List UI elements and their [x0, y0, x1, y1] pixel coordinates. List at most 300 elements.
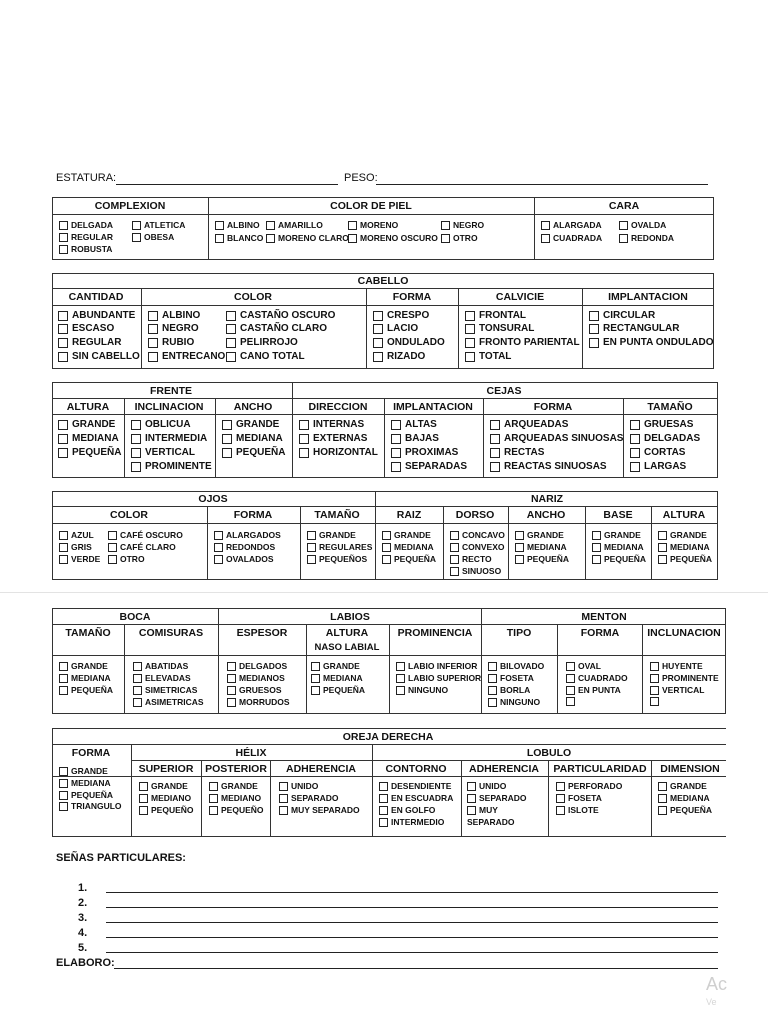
checkbox[interactable] — [139, 794, 148, 803]
option[interactable]: TRIANGULO — [59, 801, 122, 812]
option[interactable]: PEQUEÑO — [209, 805, 264, 816]
option[interactable]: EN ESCUADRA — [379, 793, 453, 804]
checkbox[interactable] — [541, 234, 550, 243]
checkbox[interactable] — [226, 311, 236, 321]
option[interactable]: OTRO — [108, 554, 145, 565]
checkbox[interactable] — [307, 555, 316, 564]
option[interactable]: GRIS — [59, 542, 92, 553]
option[interactable]: ALARGADA — [541, 220, 602, 231]
option[interactable]: DELGADA — [59, 220, 113, 231]
checkbox[interactable] — [133, 674, 142, 683]
checkbox[interactable] — [299, 434, 309, 444]
checkbox[interactable] — [490, 420, 500, 430]
checkbox[interactable] — [59, 686, 68, 695]
option[interactable]: MORENO OSCURO — [348, 233, 438, 244]
checkbox[interactable] — [658, 794, 667, 803]
checkbox[interactable] — [59, 543, 68, 552]
senas-line-5[interactable] — [106, 952, 718, 953]
option[interactable]: VERTICAL — [650, 685, 705, 696]
option[interactable]: GRANDE — [592, 530, 641, 541]
checkbox[interactable] — [450, 531, 459, 540]
option[interactable]: DESENDIENTE — [379, 781, 451, 792]
checkbox[interactable] — [227, 674, 236, 683]
option[interactable]: GRUESOS — [227, 685, 282, 696]
option[interactable]: PEQUEÑO — [139, 805, 194, 816]
checkbox[interactable] — [619, 234, 628, 243]
checkbox[interactable] — [209, 782, 218, 791]
checkbox[interactable] — [490, 448, 500, 458]
option[interactable]: GRANDE — [59, 766, 108, 777]
option[interactable]: OBESA — [132, 232, 174, 243]
checkbox[interactable] — [108, 531, 117, 540]
option[interactable]: RECTANGULAR — [589, 323, 679, 335]
option[interactable]: NEGRO — [148, 323, 199, 335]
checkbox[interactable] — [490, 462, 500, 472]
option[interactable]: ELEVADAS — [133, 673, 191, 684]
checkbox[interactable] — [658, 531, 667, 540]
option[interactable]: CAFÉ OSCURO — [108, 530, 183, 541]
option[interactable]: GRANDE — [209, 781, 258, 792]
checkbox[interactable] — [556, 794, 565, 803]
option[interactable]: GRANDE — [382, 530, 431, 541]
option[interactable]: DELGADOS — [227, 661, 287, 672]
checkbox[interactable] — [133, 662, 142, 671]
checkbox[interactable] — [391, 434, 401, 444]
option[interactable]: PEQUEÑA — [658, 805, 712, 816]
checkbox[interactable] — [58, 434, 68, 444]
option[interactable]: MEDIANO — [209, 793, 261, 804]
checkbox[interactable] — [209, 794, 218, 803]
checkbox[interactable] — [589, 338, 599, 348]
checkbox[interactable] — [108, 555, 117, 564]
senas-line-1[interactable] — [106, 892, 718, 893]
checkbox[interactable] — [139, 806, 148, 815]
option[interactable]: PELIRROJO — [226, 337, 298, 349]
option[interactable]: NINGUNO — [488, 697, 540, 708]
option[interactable]: MUY SEPARADO — [279, 805, 360, 816]
senas-line-4[interactable] — [106, 937, 718, 938]
checkbox[interactable] — [373, 324, 383, 334]
checkbox[interactable] — [467, 794, 476, 803]
checkbox[interactable] — [592, 555, 601, 564]
option[interactable]: CUADRADA — [541, 233, 602, 244]
checkbox[interactable] — [59, 531, 68, 540]
checkbox[interactable] — [515, 543, 524, 552]
senas-line-2[interactable] — [106, 907, 718, 908]
checkbox[interactable] — [307, 543, 316, 552]
checkbox[interactable] — [139, 782, 148, 791]
option[interactable]: REDONDA — [619, 233, 674, 244]
option[interactable]: CONCAVO — [450, 530, 505, 541]
option[interactable]: HORIZONTAL — [299, 447, 378, 459]
checkbox[interactable] — [630, 420, 640, 430]
option[interactable]: PEQUEÑA — [658, 554, 712, 565]
option[interactable]: ALBINO — [148, 310, 200, 322]
option[interactable]: EN GOLFO — [379, 805, 435, 816]
checkbox[interactable] — [226, 352, 236, 362]
option[interactable]: ALTAS — [391, 419, 437, 431]
option[interactable]: ABATIDAS — [133, 661, 188, 672]
option[interactable]: MEDIANOS — [227, 673, 285, 684]
option[interactable] — [566, 697, 578, 706]
checkbox[interactable] — [391, 420, 401, 430]
option[interactable]: RECTAS — [490, 447, 544, 459]
option[interactable]: EXTERNAS — [299, 433, 367, 445]
checkbox[interactable] — [589, 324, 599, 334]
checkbox[interactable] — [488, 686, 497, 695]
option[interactable]: INTERMEDIO — [379, 817, 444, 828]
option[interactable]: ENTRECANO — [148, 351, 225, 363]
checkbox[interactable] — [279, 794, 288, 803]
checkbox[interactable] — [465, 324, 475, 334]
option[interactable]: BAJAS — [391, 433, 439, 445]
checkbox[interactable] — [650, 662, 659, 671]
checkbox[interactable] — [396, 662, 405, 671]
option[interactable]: MUY — [467, 805, 498, 816]
option[interactable]: RECTO — [450, 554, 492, 565]
checkbox[interactable] — [311, 686, 320, 695]
checkbox[interactable] — [59, 674, 68, 683]
checkbox[interactable] — [650, 686, 659, 695]
option[interactable]: PERFORADO — [556, 781, 622, 792]
checkbox[interactable] — [382, 531, 391, 540]
checkbox[interactable] — [566, 662, 575, 671]
checkbox[interactable] — [658, 806, 667, 815]
option[interactable]: CAFÉ CLARO — [108, 542, 176, 553]
checkbox[interactable] — [215, 234, 224, 243]
option[interactable]: BILOVADO — [488, 661, 544, 672]
checkbox[interactable] — [348, 221, 357, 230]
checkbox[interactable] — [515, 555, 524, 564]
checkbox[interactable] — [279, 806, 288, 815]
checkbox[interactable] — [650, 697, 659, 706]
option[interactable]: SIN CABELLO — [58, 351, 140, 363]
checkbox[interactable] — [658, 782, 667, 791]
option[interactable]: SEPARADAS — [391, 461, 467, 473]
option[interactable]: MEDIANA — [58, 433, 119, 445]
checkbox[interactable] — [148, 324, 158, 334]
option[interactable]: MORENO — [348, 220, 398, 231]
checkbox[interactable] — [619, 221, 628, 230]
option[interactable]: ASIMETRICAS — [133, 697, 204, 708]
option[interactable]: MORRUDOS — [227, 697, 290, 708]
senas-line-3[interactable] — [106, 922, 718, 923]
option[interactable]: BLANCO — [215, 233, 263, 244]
option[interactable]: HUYENTE — [650, 661, 703, 672]
option[interactable]: CUADRADO — [566, 673, 628, 684]
option[interactable]: RIZADO — [373, 351, 425, 363]
checkbox[interactable] — [58, 448, 68, 458]
checkbox[interactable] — [465, 311, 475, 321]
option[interactable]: FRONTAL — [465, 310, 526, 322]
option[interactable]: AMARILLO — [266, 220, 323, 231]
option[interactable]: INTERNAS — [299, 419, 364, 431]
option[interactable]: OTRO — [441, 233, 478, 244]
option[interactable]: OVALDA — [619, 220, 666, 231]
option[interactable]: ALARGADOS — [214, 530, 281, 541]
checkbox[interactable] — [488, 698, 497, 707]
checkbox[interactable] — [658, 555, 667, 564]
elaboro-line[interactable] — [114, 968, 718, 969]
checkbox[interactable] — [227, 686, 236, 695]
checkbox[interactable] — [348, 234, 357, 243]
checkbox[interactable] — [490, 434, 500, 444]
option[interactable]: PEQUEÑA — [311, 685, 365, 696]
option[interactable]: DELGADAS — [630, 433, 700, 445]
checkbox[interactable] — [441, 234, 450, 243]
option[interactable]: GRANDE — [307, 530, 356, 541]
option[interactable]: PEQUEÑA — [59, 685, 113, 696]
option[interactable]: PEQUEÑA — [515, 554, 569, 565]
checkbox[interactable] — [215, 221, 224, 230]
checkbox[interactable] — [131, 434, 141, 444]
option[interactable]: CORTAS — [630, 447, 685, 459]
option[interactable]: GRANDE — [658, 781, 707, 792]
checkbox[interactable] — [59, 767, 68, 776]
option[interactable]: TONSURAL — [465, 323, 534, 335]
option[interactable]: BORLA — [488, 685, 530, 696]
checkbox[interactable] — [450, 555, 459, 564]
option[interactable]: ARQUEADAS SINUOSAS — [490, 433, 623, 445]
checkbox[interactable] — [592, 531, 601, 540]
option[interactable]: MEDIANA — [59, 778, 111, 789]
checkbox[interactable] — [131, 420, 141, 430]
checkbox[interactable] — [396, 674, 405, 683]
checkbox[interactable] — [214, 543, 223, 552]
option[interactable]: MEDIANA — [592, 542, 644, 553]
checkbox[interactable] — [556, 782, 565, 791]
option[interactable]: EN PUNTA ONDULADO — [589, 337, 714, 349]
checkbox[interactable] — [467, 782, 476, 791]
option[interactable]: ABUNDANTE — [58, 310, 135, 322]
option[interactable]: CASTAÑO OSCURO — [226, 310, 335, 322]
option[interactable]: GRANDE — [59, 661, 108, 672]
checkbox[interactable] — [488, 674, 497, 683]
checkbox[interactable] — [650, 674, 659, 683]
option[interactable]: EN PUNTA — [566, 685, 621, 696]
checkbox[interactable] — [450, 567, 459, 576]
option[interactable]: MEDIANO — [139, 793, 191, 804]
checkbox[interactable] — [450, 543, 459, 552]
option[interactable]: GRUESAS — [630, 419, 693, 431]
checkbox[interactable] — [226, 338, 236, 348]
checkbox[interactable] — [214, 555, 223, 564]
option[interactable]: INTERMEDIA — [131, 433, 207, 445]
option[interactable]: CIRCULAR — [589, 310, 655, 322]
checkbox[interactable] — [132, 221, 141, 230]
checkbox[interactable] — [226, 324, 236, 334]
checkbox[interactable] — [133, 686, 142, 695]
option[interactable]: MEDIANA — [515, 542, 567, 553]
checkbox[interactable] — [148, 311, 158, 321]
option[interactable]: PROXIMAS — [391, 447, 458, 459]
option[interactable]: ROBUSTA — [59, 244, 112, 255]
checkbox[interactable] — [132, 233, 141, 242]
checkbox[interactable] — [222, 434, 232, 444]
checkbox[interactable] — [373, 338, 383, 348]
checkbox[interactable] — [222, 420, 232, 430]
option[interactable]: REGULAR — [59, 232, 113, 243]
option[interactable]: MORENO CLARO — [266, 233, 349, 244]
option[interactable]: SIMETRICAS — [133, 685, 197, 696]
checkbox[interactable] — [566, 697, 575, 706]
option[interactable]: GRANDE — [222, 419, 279, 431]
option[interactable]: AZUL — [59, 530, 94, 541]
option[interactable]: LACIO — [373, 323, 418, 335]
option[interactable]: SEPARADO — [279, 793, 339, 804]
checkbox[interactable] — [589, 311, 599, 321]
option[interactable]: REGULAR — [58, 337, 121, 349]
option[interactable]: MEDIANA — [658, 542, 710, 553]
option[interactable]: FOSETA — [488, 673, 534, 684]
option[interactable]: PEQUEÑOS — [307, 554, 367, 565]
checkbox[interactable] — [592, 543, 601, 552]
checkbox[interactable] — [299, 448, 309, 458]
checkbox[interactable] — [59, 779, 68, 788]
peso-field[interactable] — [376, 184, 708, 185]
checkbox[interactable] — [566, 674, 575, 683]
option[interactable]: GRANDE — [311, 661, 360, 672]
option[interactable]: PROMINENTE — [650, 673, 719, 684]
option[interactable]: FOSETA — [556, 793, 602, 804]
option[interactable]: PEQUEÑA — [222, 447, 285, 459]
option[interactable]: PEQUEÑA — [592, 554, 646, 565]
checkbox[interactable] — [541, 221, 550, 230]
option[interactable]: ESCASO — [58, 323, 114, 335]
checkbox[interactable] — [266, 234, 275, 243]
checkbox[interactable] — [59, 791, 68, 800]
checkbox[interactable] — [391, 448, 401, 458]
checkbox[interactable] — [227, 662, 236, 671]
option[interactable]: REDONDOS — [214, 542, 275, 553]
option[interactable]: CRESPO — [373, 310, 429, 322]
checkbox[interactable] — [209, 806, 218, 815]
checkbox[interactable] — [465, 338, 475, 348]
option[interactable]: UNIDO — [467, 781, 506, 792]
checkbox[interactable] — [108, 543, 117, 552]
option[interactable]: MEDIANA — [311, 673, 363, 684]
checkbox[interactable] — [59, 802, 68, 811]
option[interactable]: NEGRO — [441, 220, 484, 231]
option[interactable]: LABIO INFERIOR — [396, 661, 477, 672]
checkbox[interactable] — [59, 245, 68, 254]
option[interactable]: REGULARES — [307, 542, 372, 553]
checkbox[interactable] — [59, 555, 68, 564]
option[interactable]: NINGUNO — [396, 685, 448, 696]
option[interactable]: REACTAS SINUOSAS — [490, 461, 607, 473]
option[interactable]: CASTAÑO CLARO — [226, 323, 327, 335]
checkbox[interactable] — [58, 311, 68, 321]
option[interactable]: MEDIANA — [658, 793, 710, 804]
option[interactable]: UNIDO — [279, 781, 318, 792]
checkbox[interactable] — [396, 686, 405, 695]
option[interactable]: TOTAL — [465, 351, 511, 363]
option[interactable]: VERTICAL — [131, 447, 195, 459]
checkbox[interactable] — [299, 420, 309, 430]
checkbox[interactable] — [373, 352, 383, 362]
checkbox[interactable] — [131, 462, 141, 472]
checkbox[interactable] — [311, 662, 320, 671]
option[interactable]: VERDE — [59, 554, 100, 565]
checkbox[interactable] — [630, 462, 640, 472]
option[interactable]: GRANDE — [515, 530, 564, 541]
checkbox[interactable] — [379, 818, 388, 827]
checkbox[interactable] — [515, 531, 524, 540]
checkbox[interactable] — [379, 806, 388, 815]
option[interactable]: MEDIANA — [382, 542, 434, 553]
checkbox[interactable] — [59, 233, 68, 242]
option[interactable]: ISLOTE — [556, 805, 599, 816]
checkbox[interactable] — [382, 555, 391, 564]
checkbox[interactable] — [58, 352, 68, 362]
checkbox[interactable] — [227, 698, 236, 707]
option[interactable]: PEQUEÑA — [59, 790, 113, 801]
option[interactable]: MEDIANA — [59, 673, 111, 684]
option[interactable]: MEDIANA — [222, 433, 283, 445]
checkbox[interactable] — [59, 221, 68, 230]
option[interactable]: CANO TOTAL — [226, 351, 305, 363]
option[interactable]: PEQUEÑA — [58, 447, 121, 459]
option[interactable]: RUBIO — [148, 337, 194, 349]
option[interactable] — [650, 697, 662, 706]
checkbox[interactable] — [133, 698, 142, 707]
checkbox[interactable] — [465, 352, 475, 362]
option[interactable]: OBLICUA — [131, 419, 191, 431]
checkbox[interactable] — [630, 434, 640, 444]
checkbox[interactable] — [441, 221, 450, 230]
checkbox[interactable] — [382, 543, 391, 552]
checkbox[interactable] — [266, 221, 275, 230]
option[interactable]: SINUOSO — [450, 566, 501, 577]
estatura-field[interactable] — [116, 184, 338, 185]
checkbox[interactable] — [131, 448, 141, 458]
checkbox[interactable] — [630, 448, 640, 458]
checkbox[interactable] — [214, 531, 223, 540]
option[interactable]: SEPARADO — [467, 793, 527, 804]
option[interactable]: CONVEXO — [450, 542, 505, 553]
checkbox[interactable] — [148, 338, 158, 348]
checkbox[interactable] — [58, 420, 68, 430]
option[interactable]: GRANDE — [139, 781, 188, 792]
option[interactable]: OVAL — [566, 661, 601, 672]
checkbox[interactable] — [58, 324, 68, 334]
option[interactable]: OVALADOS — [214, 554, 274, 565]
checkbox[interactable] — [58, 338, 68, 348]
checkbox[interactable] — [556, 806, 565, 815]
option[interactable]: ALBINO — [215, 220, 260, 231]
option[interactable]: PEQUEÑA — [382, 554, 436, 565]
checkbox[interactable] — [307, 531, 316, 540]
checkbox[interactable] — [379, 782, 388, 791]
checkbox[interactable] — [488, 662, 497, 671]
checkbox[interactable] — [373, 311, 383, 321]
option[interactable]: GRANDE — [658, 530, 707, 541]
checkbox[interactable] — [391, 462, 401, 472]
checkbox[interactable] — [148, 352, 158, 362]
checkbox[interactable] — [379, 794, 388, 803]
checkbox[interactable] — [59, 662, 68, 671]
checkbox[interactable] — [222, 448, 232, 458]
checkbox[interactable] — [658, 543, 667, 552]
option[interactable]: PROMINENTE — [131, 461, 212, 473]
option[interactable]: ATLETICA — [132, 220, 185, 231]
checkbox[interactable] — [279, 782, 288, 791]
option[interactable]: FRONTO PARIENTAL — [465, 337, 580, 349]
option[interactable]: LARGAS — [630, 461, 686, 473]
option[interactable]: ONDULADO — [373, 337, 445, 349]
checkbox[interactable] — [311, 674, 320, 683]
checkbox[interactable] — [467, 806, 476, 815]
